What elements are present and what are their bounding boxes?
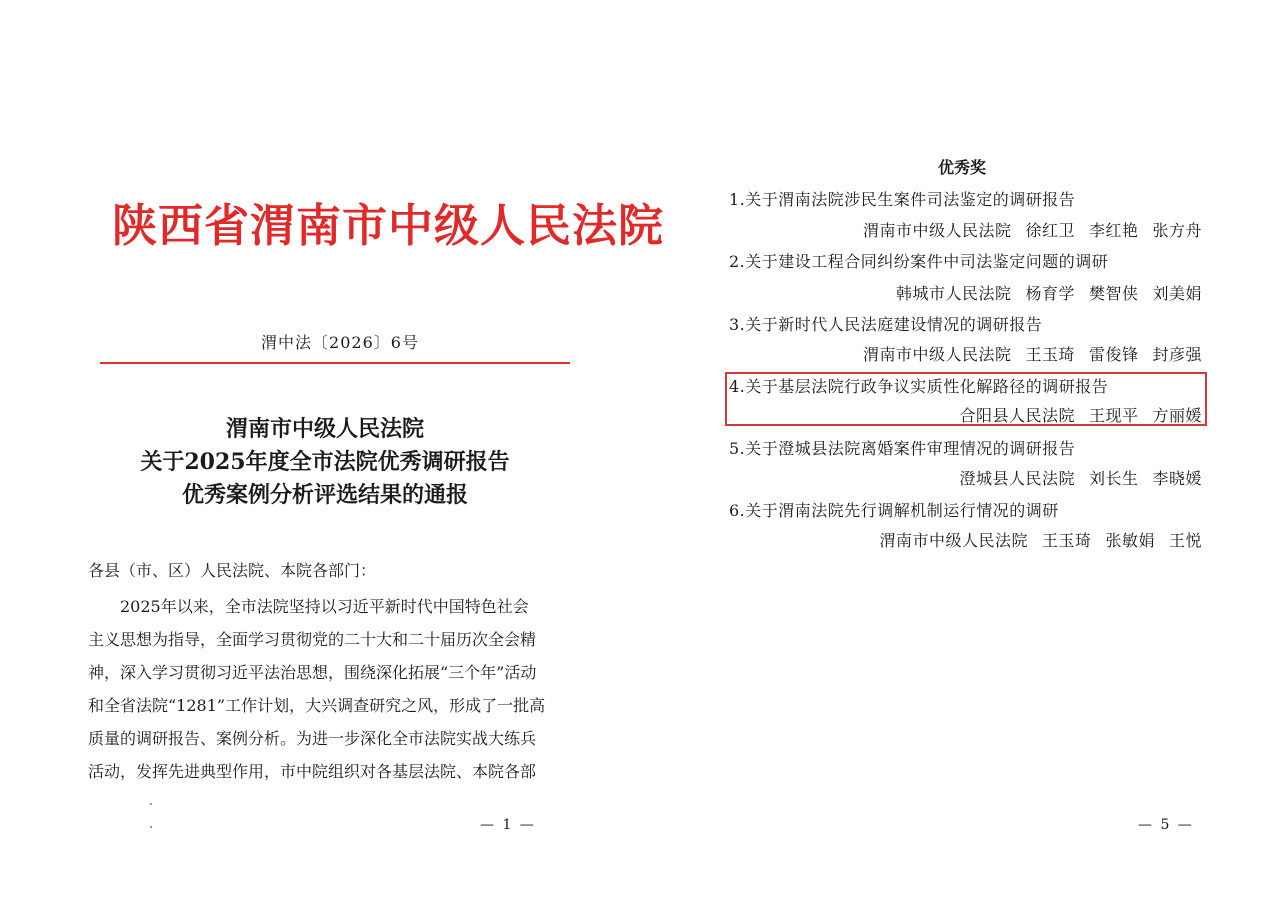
entry-authors — [959, 403, 1202, 426]
entry-title: 6.关于渭南法院先行调解机制运行情况的调研 — [729, 501, 1059, 520]
author-name: 王悦 — [1168, 531, 1202, 550]
body-line: 和全省法院“1281”工作计划，大兴调查研究之风，形成了一批高 — [88, 696, 546, 715]
page-number-right: — 5 — — [1138, 817, 1194, 833]
entry-authors — [959, 466, 1202, 489]
notice-title — [100, 413, 550, 512]
author-name: 樊智侠 — [1088, 284, 1139, 303]
author-org: 渭南市中级人民法院 — [862, 345, 1012, 364]
author-org: 渭南市中级人民法院 — [879, 531, 1028, 550]
author-name: 徐红卫 — [1025, 221, 1075, 240]
scan-speck — [150, 803, 152, 805]
body-paragraph — [88, 590, 568, 788]
body-line: 主义思想为指导，全面学习贯彻党的二十大和二十届历次全会精 — [88, 630, 537, 649]
document-header-title: 陕西省渭南市中级人民法院 — [112, 199, 665, 252]
body-line: 质量的调研报告、案例分析。为进一步深化全市法院实战大练兵 — [88, 729, 537, 748]
author-name: 雷俊锋 — [1088, 345, 1139, 364]
body-line: 活动，发挥先进典型作用，市中院组织对各基层法院、本院各部 — [88, 762, 537, 781]
entry-authors — [863, 218, 1202, 241]
body-line: 2025年以来，全市法院坚持以习近平新时代中国特色社会 — [88, 597, 529, 616]
scan-speck — [150, 826, 152, 828]
entry-title: 1.关于渭南法院涉民生案件司法鉴定的调研报告 — [729, 190, 1076, 209]
page-number-left: — 1 — — [480, 817, 536, 833]
author-org: 渭南市中级人民法院 — [862, 221, 1012, 240]
body-line: 神，深入学习贯彻习近平法治思想，围绕深化拓展“三个年”活动 — [88, 663, 537, 682]
red-divider-line — [100, 362, 570, 364]
salutation: 各县（市、区）人民法院、本院各部门： — [88, 561, 377, 580]
entry-title: 3.关于新时代人民法庭建设情况的调研报告 — [729, 315, 1043, 334]
author-org: 韩城市人民法院 — [895, 284, 1012, 303]
notice-title-line: 优秀案例分析评选结果的通报 — [181, 482, 468, 508]
author-name: 封彦强 — [1152, 345, 1202, 364]
author-name: 杨育学 — [1025, 284, 1075, 303]
author-org: 澄城县人民法院 — [959, 469, 1075, 488]
entry-authors — [863, 342, 1202, 365]
author-org: 合阳县人民法院 — [959, 406, 1075, 425]
author-name: 方丽媛 — [1152, 406, 1202, 425]
notice-title-line: 渭南市中级人民法院 — [225, 416, 424, 442]
author-name: 王玉琦 — [1041, 531, 1092, 550]
entry-authors — [896, 281, 1202, 304]
author-name: 张敏娟 — [1105, 531, 1155, 550]
author-name: 王玉琦 — [1025, 345, 1075, 364]
entry-title: 2.关于建设工程合同纠纷案件中司法鉴定问题的调研 — [729, 252, 1109, 271]
author-name: 刘长生 — [1088, 469, 1139, 488]
author-name: 王现平 — [1088, 406, 1139, 425]
entry-authors — [879, 528, 1202, 551]
entry-title: 5.关于澄城县法院离婚案件审理情况的调研报告 — [729, 439, 1076, 458]
author-name: 李红艳 — [1088, 221, 1139, 240]
author-name: 张方舟 — [1152, 221, 1202, 240]
document-number: 渭中法〔2026〕6号 — [261, 333, 419, 352]
notice-title-line: 关于2025年度全市法院优秀调研报告 — [140, 449, 510, 475]
author-name: 李晓媛 — [1152, 469, 1202, 488]
award-heading: 优秀奖 — [938, 158, 987, 177]
entry-title: 4.关于基层法院行政争议实质性化解路径的调研报告 — [729, 377, 1109, 396]
author-name: 刘美娟 — [1152, 284, 1202, 303]
